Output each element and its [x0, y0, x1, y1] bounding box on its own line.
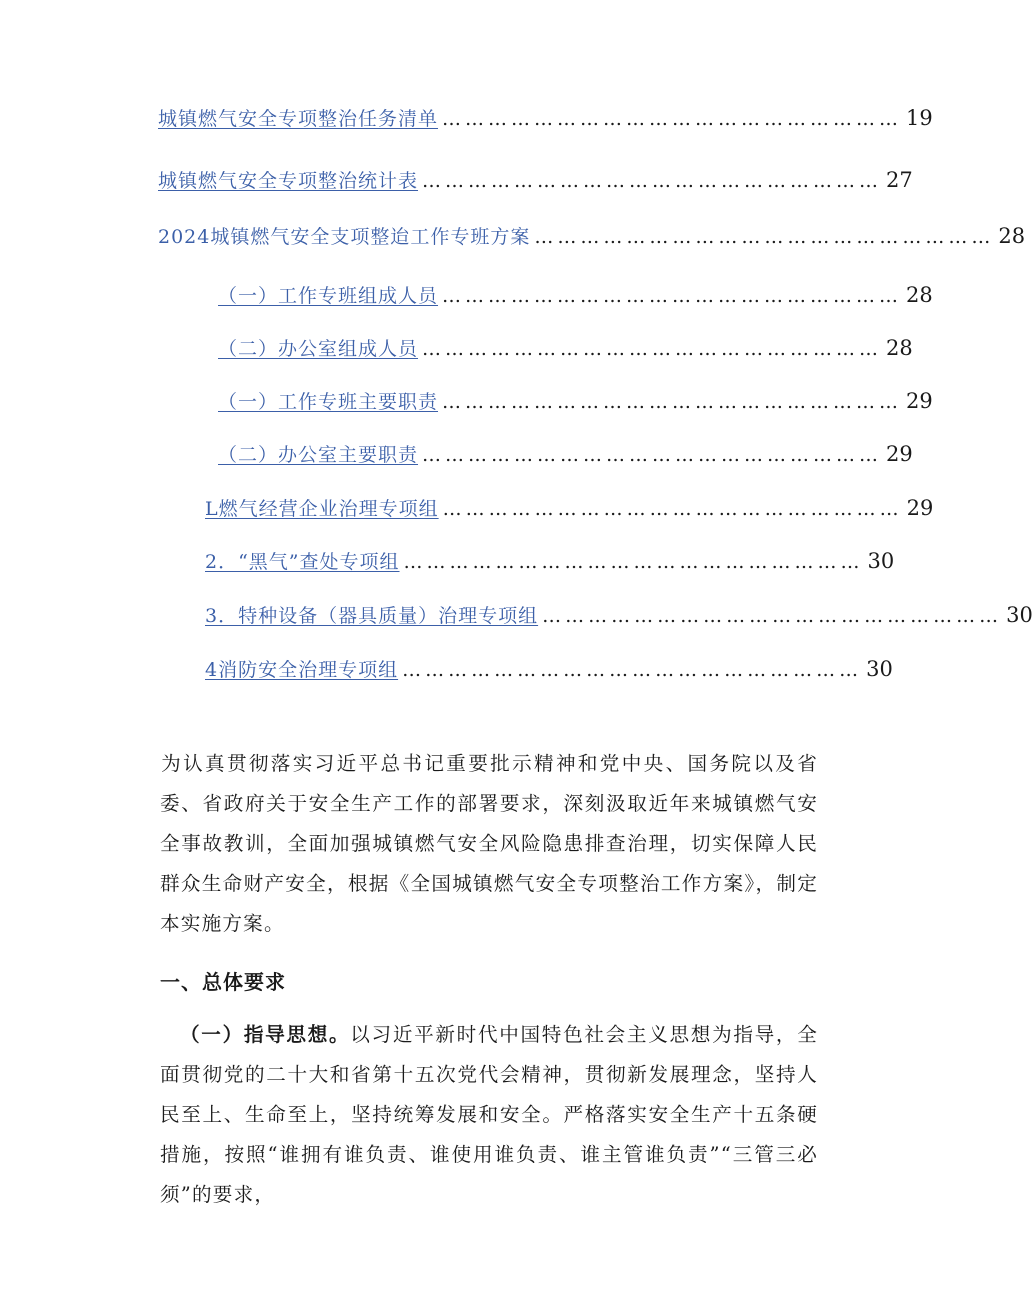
toc-entry[interactable] — [218, 333, 913, 363]
toc-entry-link[interactable]: 城镇燃气安全专项整治统计表 — [158, 170, 419, 192]
toc-entry[interactable] — [205, 493, 934, 523]
toc-entry-link[interactable]: 4消防安全治理专项组 — [205, 659, 399, 681]
toc-page-number: 28 — [906, 283, 933, 307]
toc-leader-dots: …………………………………………………… — [442, 391, 903, 413]
toc-page-number: 28 — [886, 336, 913, 360]
toc-entry-link[interactable]: （一）工作专班组成人员 — [218, 285, 439, 307]
toc-entry[interactable] — [205, 654, 893, 684]
toc-page-number: 27 — [886, 168, 913, 192]
toc-leader-dots: …………………………………………………… — [422, 338, 883, 360]
toc-entry-link[interactable]: （二）办公室主要职责 — [218, 444, 419, 466]
toc-leader-dots: …………………………………………………… — [542, 605, 1003, 627]
intro-paragraph — [160, 744, 818, 944]
toc-leader-dots: …………………………………………………… — [422, 444, 883, 466]
toc-leader-dots: …………………………………………………… — [534, 226, 995, 248]
toc-entry-link[interactable]: （一）工作专班主要职责 — [218, 391, 439, 413]
section-heading: 一、总体要求 — [160, 970, 286, 994]
toc-entry[interactable] — [218, 280, 933, 310]
toc-leader-dots: …………………………………………………… — [403, 551, 864, 573]
toc-entry[interactable] — [205, 546, 895, 576]
toc-entry-link[interactable]: 2．“黑气”查处专项组 — [205, 551, 400, 573]
toc-entry-link[interactable]: （二）办公室组成人员 — [218, 338, 419, 360]
toc-page-number: 29 — [886, 442, 913, 466]
toc-entry[interactable] — [218, 386, 933, 416]
toc-leader-dots: …………………………………………………… — [442, 108, 903, 130]
toc-entry[interactable] — [205, 600, 1033, 630]
toc-entry[interactable] — [158, 221, 1026, 251]
toc-entry[interactable] — [218, 439, 913, 469]
toc-entry-link[interactable]: 2024城镇燃气安全支项整迨工作专班方案 — [158, 226, 531, 248]
toc-leader-dots: …………………………………………………… — [422, 170, 883, 192]
toc-page-number: 28 — [998, 224, 1026, 248]
toc-page-number: 19 — [906, 106, 933, 130]
toc-entry-link[interactable]: 3．特种设备（器具质量）治理专项组 — [205, 605, 539, 627]
toc-leader-dots: …………………………………………………… — [442, 498, 903, 520]
toc-page-number: 29 — [906, 496, 934, 520]
toc-entry-link[interactable]: L燃气经营企业治理专项组 — [205, 498, 439, 520]
toc-page-number: 30 — [866, 657, 893, 681]
subsection-text: 以习近平新时代中国特色社会主义思想为指导，全面贯彻党的二十大和省第十五次党代会精神，贯彻新发展理念，坚持人民至上、生命至上，坚持统筹发展和安全。严格落实安全生产十五条硬措施，按照“谁拥有谁负责、谁使用谁负责、谁主管谁负责”“三管三必须”的要求， — [160, 1023, 818, 1206]
toc-entry-link[interactable]: 城镇燃气安全专项整治任务清单 — [158, 108, 439, 130]
toc-page-number: 30 — [1006, 603, 1033, 627]
toc-leader-dots: …………………………………………………… — [402, 659, 863, 681]
toc-entry[interactable] — [158, 165, 913, 195]
toc-page-number: 29 — [906, 389, 933, 413]
toc-page-number: 30 — [867, 549, 895, 573]
intro-paragraph-text: 为认真贯彻落实习近平总书记重要批示精神和党中央、国务院以及省委、省政府关于安全生产工作的部署要求，深刻汲取近年来城镇燃气安全事故教训，全面加强城镇燃气安全风险隐患排查治理，切实保障人民群众生命财产安全，根据《全国城镇燃气安全专项整治工作方案》，制定本实施方案。 — [160, 752, 818, 935]
subsection-label: （一）指导思想。 — [180, 1023, 351, 1046]
toc-entry[interactable] — [158, 103, 933, 133]
toc-leader-dots: …………………………………………………… — [442, 285, 903, 307]
guiding-thought-paragraph — [160, 1015, 818, 1215]
